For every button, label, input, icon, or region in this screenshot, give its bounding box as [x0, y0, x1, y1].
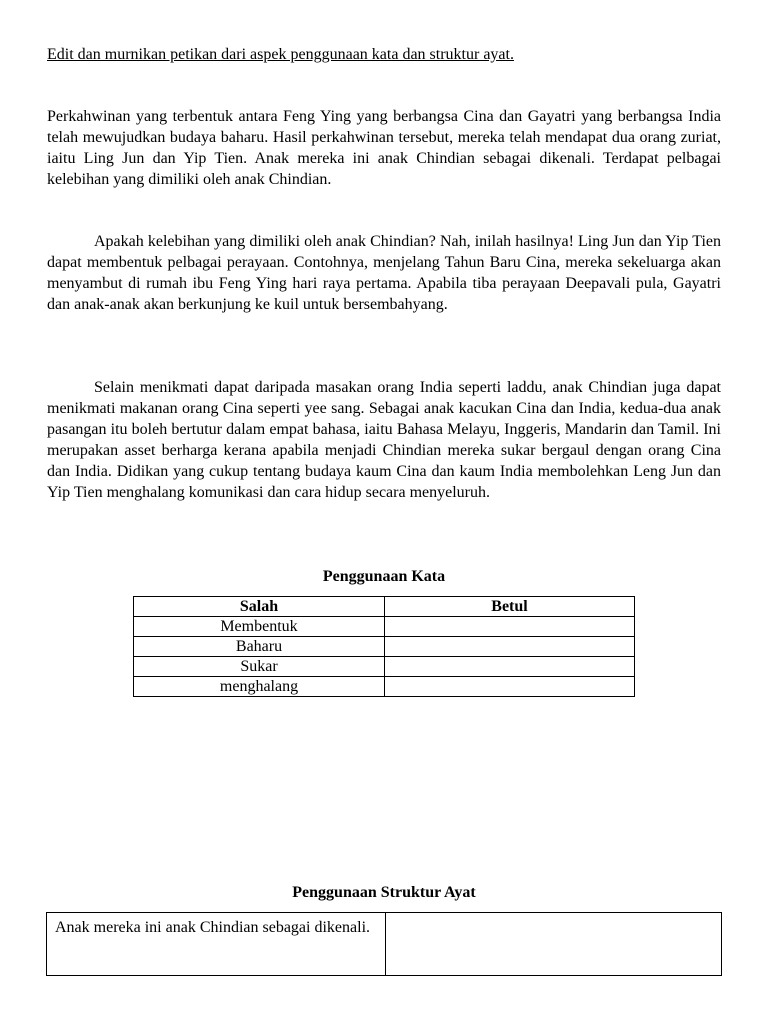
cell-betul[interactable]	[385, 617, 635, 637]
paragraph-3: Selain menikmati dapat daripada masakan orang India seperti laddu, anak Chindian juga dapat menikmati makanan orang Cina seperti yee sang. Sebagai anak kacukan Cina dan India, kedua-dua anak pasangan itu boleh bertutur dalam empat bahasa, iaitu Bahasa Melayu, Inggeris, Mandarin dan Tamil. Ini merupakan asset berharga kerana apabila menjadi Chindian mereka sukar bergaul dengan orang Cina dan India. Didikan yang cukup tentang budaya kaum Cina dan kaum India membolehkan Leng Jun dan Yip Tien menghalang komunikasi dan cara hidup secara menyeluruh.	[47, 379, 721, 501]
ayat-table	[46, 912, 722, 976]
cell-salah: menghalang	[134, 677, 385, 697]
kata-table-title: Penggunaan Kata	[322, 568, 446, 585]
table-row	[134, 657, 635, 677]
table-row	[134, 637, 635, 657]
table-row	[47, 913, 722, 976]
cell-salah: Membentuk	[134, 617, 385, 637]
kata-table-header-row	[134, 597, 635, 617]
table-row	[134, 617, 635, 637]
instruction-heading: Edit dan murnikan petikan dari aspek penggunaan kata dan struktur ayat.	[47, 46, 514, 63]
header-betul: Betul	[385, 597, 635, 617]
table-row	[134, 677, 635, 697]
cell-salah: Sukar	[134, 657, 385, 677]
cell-betul[interactable]	[385, 637, 635, 657]
cell-corrected-sentence[interactable]	[386, 913, 722, 976]
cell-betul[interactable]	[385, 657, 635, 677]
paragraph-1: Perkahwinan yang terbentuk antara Feng Ying yang berbangsa Cina dan Gayatri yang berbangsa India telah mewujudkan budaya baharu. Hasil perkahwinan tersebut, mereka telah mendapat dua orang zuriat, iaitu Ling Jun dan Yip Tien. Anak mereka ini anak Chindian sebagai dikenali. Terdapat pelbagai kelebihan yang dimiliki oleh anak Chindian.	[47, 108, 721, 188]
kata-table	[133, 596, 635, 697]
header-salah: Salah	[134, 597, 385, 617]
cell-betul[interactable]	[385, 677, 635, 697]
paragraph-2: Apakah kelebihan yang dimiliki oleh anak Chindian? Nah, inilah hasilnya! Ling Jun dan Yip Tien dapat membentuk pelbagai perayaan. Contohnya, menjelang Tahun Baru Cina, mereka sekeluarga akan menyambut di rumah ibu Feng Ying hari raya pertama. Apabila tiba perayaan Deepavali pula, Gayatri dan anak-anak akan berkunjung ke kuil untuk bersembahyang.	[47, 233, 721, 313]
cell-salah: Baharu	[134, 637, 385, 657]
cell-wrong-sentence: Anak mereka ini anak Chindian sebagai dikenali.	[47, 913, 386, 976]
ayat-table-title: Penggunaan Struktur Ayat	[292, 884, 476, 901]
